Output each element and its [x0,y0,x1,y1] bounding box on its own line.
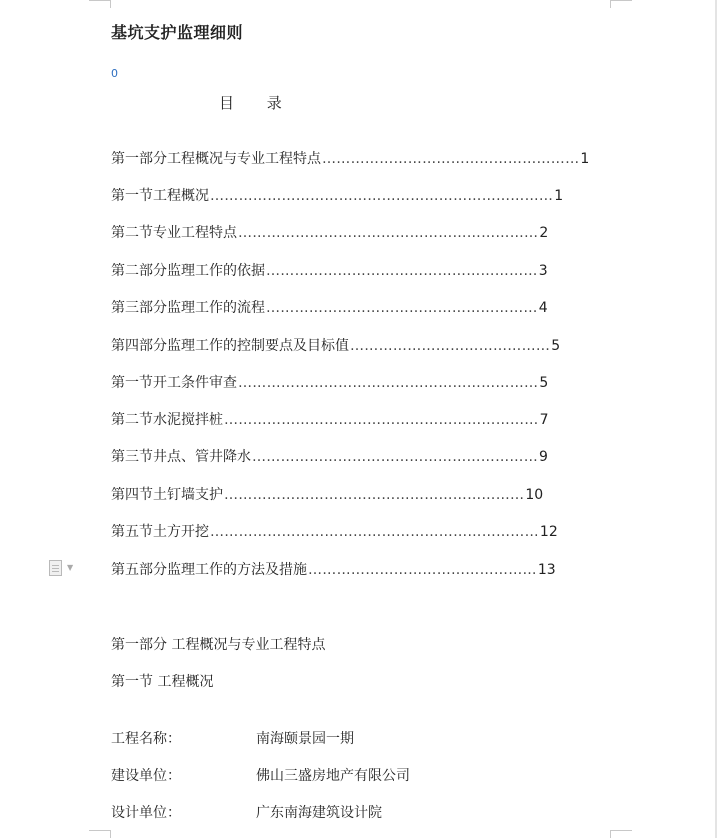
crop-mark-top-right [610,0,632,1]
toc-entry-number: 第三节 [111,449,153,465]
toc-entry[interactable] [111,148,590,168]
info-label: 建设单位： [111,768,181,784]
toc-page-number: 10 [525,487,544,503]
toc-entry-title: 井点、管井降水 [153,449,251,465]
toc-entry[interactable] [111,260,548,280]
toc-entry-title: 监理工作的控制要点及目标值 [167,338,349,354]
toc-entry-number: 第五节 [111,524,153,540]
toc-entry[interactable] [111,559,556,579]
toc-entry-title: 专业工程特点 [153,225,237,241]
toc-page-number: 12 [539,524,558,540]
chevron-down-icon[interactable]: ▼ [67,563,74,572]
document-sheet-shape [49,560,62,576]
toc-entry-title: 监理工作的依据 [167,263,265,279]
toc-entry[interactable] [111,484,544,504]
toc-entry-number: 第二部分 [111,263,167,279]
toc-entry-title: 监理工作的方法及措施 [167,562,307,578]
toc-leader: ……………………………………………………… [224,487,525,503]
toc-entry-number: 第三部分 [111,300,167,316]
toc-leader: …………………………………………………… [252,449,538,465]
toc-entry[interactable] [111,297,548,317]
toc-entry-title: 工程概况 [153,188,209,204]
toc-entry[interactable] [111,521,558,541]
toc-page-number: 5 [551,338,561,354]
crop-mark-bottom-left [89,830,111,831]
field-marker[interactable]: 0 [111,67,118,80]
document-icon[interactable] [49,560,75,578]
info-label: 工程名称： [111,731,181,747]
toc-entry[interactable] [111,446,548,466]
toc-entry[interactable] [111,372,549,392]
toc-leader: ……………………………………………………… [238,375,539,391]
toc-entry-title: 工程概况与专业工程特点 [167,151,321,167]
toc-leader: …………………………………………………………… [210,524,539,540]
toc-entry-number: 第一节 [111,375,153,391]
crop-mark-top-right-v [610,0,611,8]
toc-leader: …………………………………… [350,338,551,354]
toc-entry[interactable] [111,222,549,242]
toc-entry-number: 第一节 [111,188,153,204]
toc-entry-title: 土钉墙支护 [153,487,223,503]
toc-page-number: 2 [539,225,549,241]
toc-entry-number: 第五部分 [111,562,167,578]
section-heading[interactable]: 第一节 工程概况 [111,674,214,690]
crop-mark-top-left-v [110,0,111,8]
toc-page-number: 13 [537,562,556,578]
toc-page-number: 1 [554,188,564,204]
info-value: 佛山三盛房地产有限公司 [256,768,410,784]
toc-entry-number: 第一部分 [111,151,167,167]
toc-entry-title: 监理工作的流程 [167,300,265,316]
crop-mark-top-left [89,0,111,1]
toc-leader: ……………………………………………………… [238,225,539,241]
toc-entry[interactable] [111,185,564,205]
toc-page-number: 1 [580,151,590,167]
crop-mark-bottom-right [610,830,632,831]
toc-page-number: 4 [538,300,548,316]
toc-leader: ……………………………………………………………… [210,188,554,204]
toc-entry-title: 开工条件审查 [153,375,237,391]
part-heading[interactable]: 第一部分 工程概况与专业工程特点 [111,637,326,653]
toc-entry-number: 第四部分 [111,338,167,354]
toc-entry[interactable] [111,409,549,429]
toc-page-number: 5 [539,375,549,391]
toc-entry-title: 水泥搅拌桩 [153,412,223,428]
toc-leader: ………………………………………………………… [224,412,539,428]
toc-entry-number: 第四节 [111,487,153,503]
toc-page-number: 7 [539,412,549,428]
toc-leader: ………………………………………………… [266,300,538,316]
info-label: 设计单位： [111,805,181,821]
toc-leader: ………………………………………… [308,562,537,578]
toc-leader: ………………………………………………… [266,263,538,279]
info-value: 南海颐景园一期 [256,731,354,747]
toc-entry[interactable] [111,335,561,355]
toc-entry-number: 第二节 [111,412,153,428]
toc-leader: ……………………………………………… [322,151,580,167]
toc-entry-number: 第二节 [111,225,153,241]
toc-heading[interactable]: 目 录 [219,94,282,112]
crop-mark-bottom-right-v [610,830,611,838]
crop-mark-bottom-left-v [110,830,111,838]
toc-page-number: 3 [538,263,548,279]
toc-entry-title: 土方开挖 [153,524,209,540]
document-title[interactable]: 基坑支护监理细则 [111,23,244,42]
info-value: 广东南海建筑设计院 [256,805,382,821]
toc-page-number: 9 [539,449,548,465]
